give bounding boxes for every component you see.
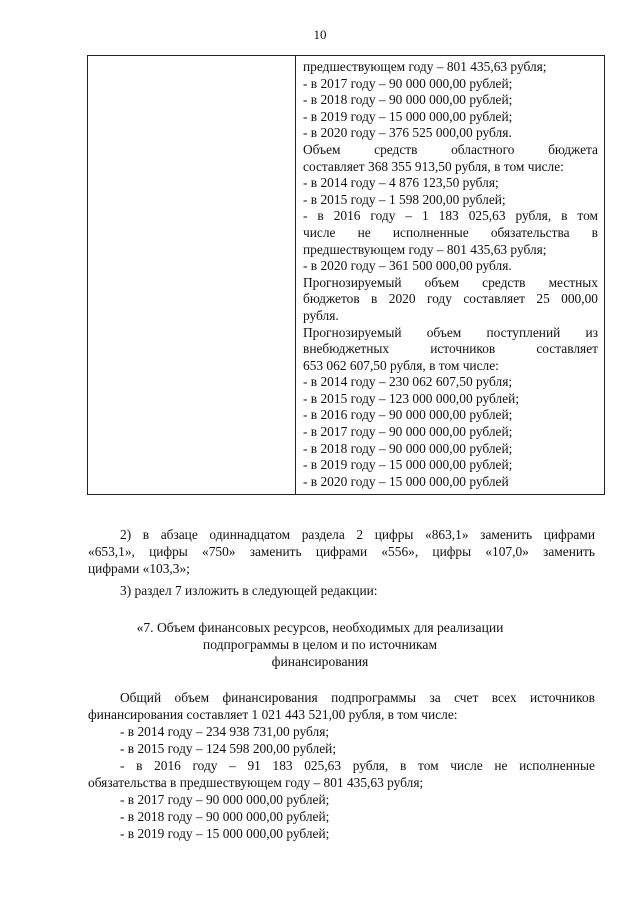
heading-line: «7. Объем финансовых ресурсов, необходимых для реализации <box>136 620 504 635</box>
cell-line: - в 2014 году – 230 062 607,50 рубля; <box>303 374 513 390</box>
paragraph-2-line: «653,1», цифры «750» заменить цифрами «556», цифры «107,0» заменить <box>88 544 595 559</box>
cell-line: - в 2015 году – 123 000 000,00 рублей; <box>303 390 520 406</box>
cell-text <box>303 59 598 490</box>
heading-line: подпрограммы в целом и по источникам <box>202 637 438 652</box>
list-item-line: - в 2016 году – 91 183 025,63 рубля, в том числе не исполненные <box>120 758 595 773</box>
cell-line: - в 2015 году – 1 598 200,00 рублей; <box>303 191 506 207</box>
cell-line: Объем средств областного бюджета <box>303 141 598 157</box>
section-7-heading <box>0 619 640 670</box>
cell-line: - в 2014 году – 4 876 123,50 рубля; <box>303 175 499 191</box>
cell-line: - в 2020 году – 361 500 000,00 рубля. <box>303 258 512 274</box>
cell-line: предшествующем году – 801 435,63 рубля; <box>303 59 547 74</box>
list-item: - в 2014 году – 234 938 731,00 рубля; <box>120 724 330 739</box>
cell-line: составляет 368 355 913,50 рубля, в том числе: <box>303 158 564 174</box>
table-cell-left <box>88 56 296 495</box>
paragraph-3: 3) раздел 7 изложить в следующей редакции: <box>120 583 378 598</box>
table-row <box>88 56 605 495</box>
cell-line: бюджетов в 2020 году составляет 25 000,00 <box>303 291 598 307</box>
cell-line: - в 2016 году – 90 000 000,00 рублей; <box>303 407 513 423</box>
table-cell-right <box>296 56 605 495</box>
cell-line: внебюджетных источников составляет <box>303 341 598 357</box>
total-line: Общий объем финансирования подпрограммы за счет всех источников <box>120 690 595 705</box>
list-item: - в 2015 году – 124 598 200,00 рублей; <box>120 741 337 756</box>
list-item <box>88 757 595 791</box>
cell-line: - в 2019 году – 15 000 000,00 рублей; <box>303 108 513 124</box>
cell-line: - в 2016 году – 1 183 025,63 рубля, в том <box>303 208 598 224</box>
cell-line: Прогнозируемый объем средств местных <box>303 274 598 290</box>
paragraph-2-line: 2) в абзаце одиннадцатом раздела 2 цифры «863,1» заменить цифрами <box>120 527 595 542</box>
cell-line: Прогнозируемый объем поступлений из <box>303 324 598 340</box>
paragraph-2-line: цифрами «103,3»; <box>88 561 190 576</box>
total-line: финансирования составляет 1 021 443 521,00 рубля, в том числе: <box>88 707 458 722</box>
cell-line: - в 2018 году – 90 000 000,00 рублей; <box>303 92 513 108</box>
cell-line: - в 2017 году – 90 000 000,00 рублей; <box>303 424 513 440</box>
list-item: - в 2019 году – 15 000 000,00 рублей; <box>120 826 330 841</box>
paragraph-2 <box>88 526 595 577</box>
cell-line: - в 2019 году – 15 000 000,00 рублей; <box>303 457 513 473</box>
list-item-line: обязательства в предшествующем году – 801 435,63 рубля; <box>88 775 424 790</box>
heading-line: финансирования <box>271 654 369 669</box>
cell-line: 653 062 607,50 рубля, в том числе: <box>303 357 499 373</box>
page-number: 10 <box>313 27 327 42</box>
total-paragraph <box>88 689 595 723</box>
list-item: - в 2017 году – 90 000 000,00 рублей; <box>120 792 330 807</box>
list-item: - в 2018 году – 90 000 000,00 рублей; <box>120 809 330 824</box>
cell-line: рубля. <box>303 307 339 323</box>
cell-line: - в 2020 году – 376 525 000,00 рубля. <box>303 125 512 141</box>
cell-line: числе не исполненные обязательства в <box>303 224 598 240</box>
cell-line: предшествующем году – 801 435,63 рубля; <box>303 241 547 257</box>
cell-line: - в 2018 году – 90 000 000,00 рублей; <box>303 440 513 456</box>
cell-line: - в 2017 году – 90 000 000,00 рублей; <box>303 75 513 91</box>
cell-line: - в 2020 году – 15 000 000,00 рублей <box>303 473 509 489</box>
budget-table <box>87 55 605 495</box>
